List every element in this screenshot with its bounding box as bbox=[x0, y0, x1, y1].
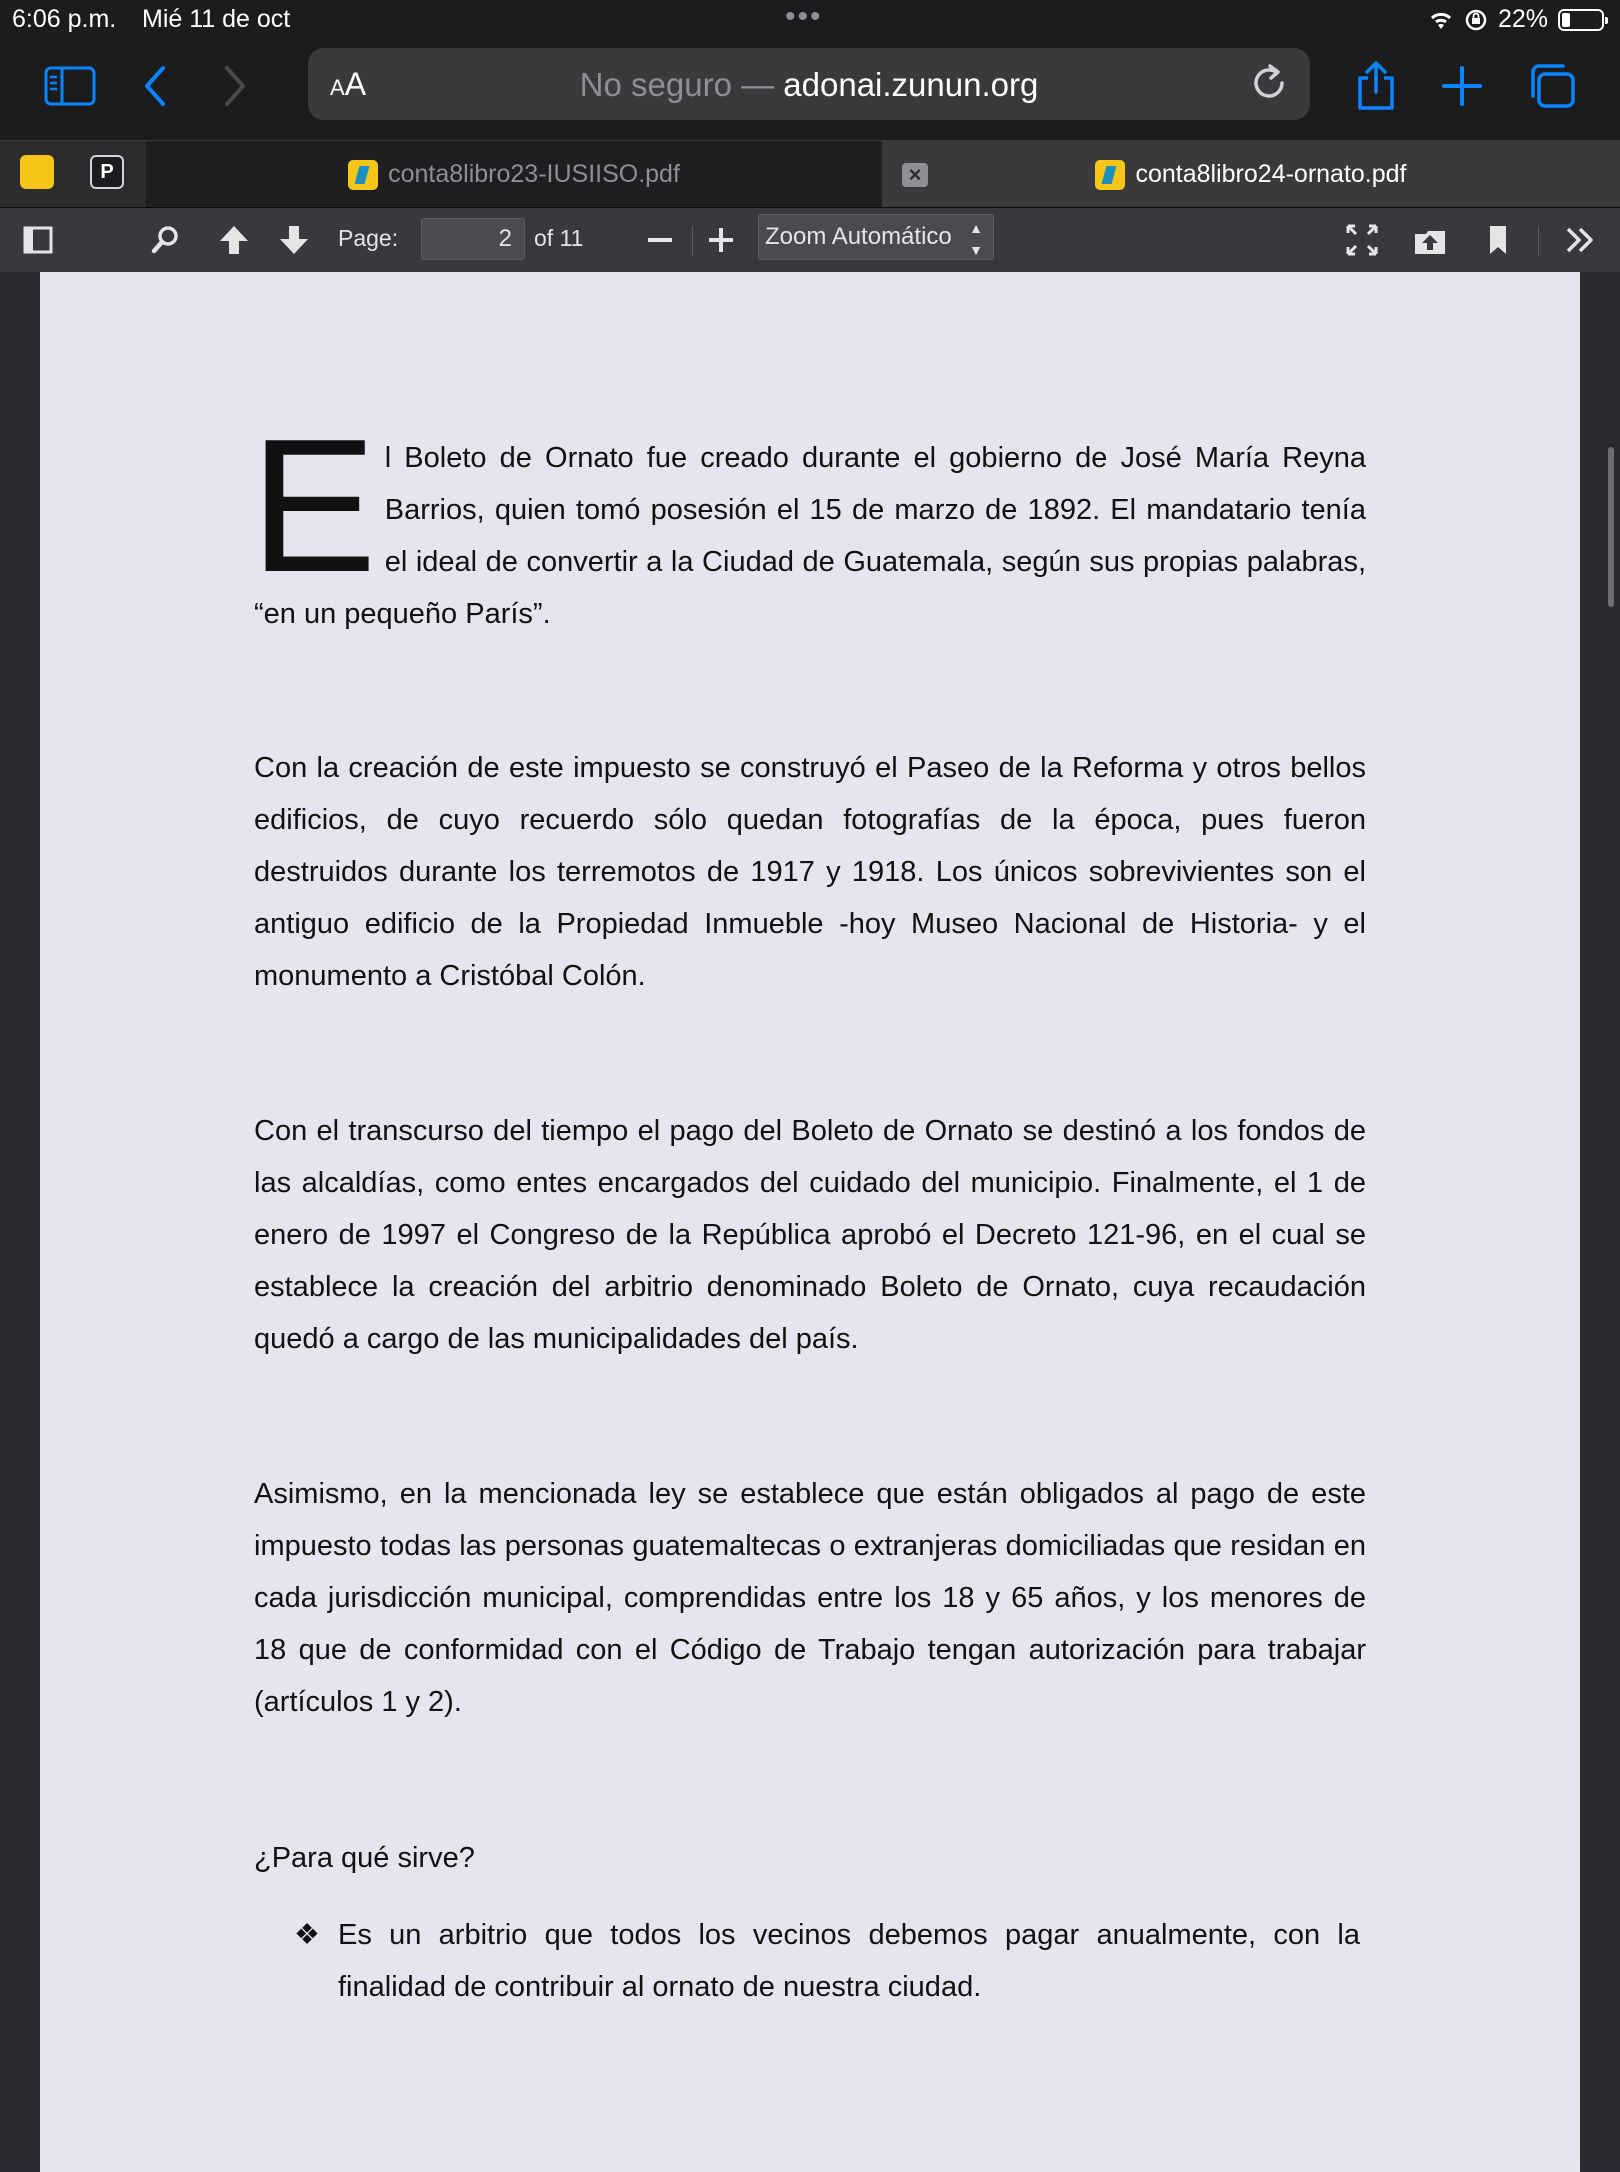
pinned-tab-favicon[interactable] bbox=[20, 155, 54, 189]
zoom-out-icon[interactable] bbox=[642, 222, 678, 258]
battery-icon bbox=[1558, 9, 1604, 31]
rotation-lock-icon bbox=[1464, 8, 1488, 32]
bookmark-icon[interactable] bbox=[1480, 222, 1516, 258]
status-date: Mié 11 de oct bbox=[142, 5, 291, 33]
pdf-page bbox=[40, 272, 1580, 2172]
reload-icon[interactable] bbox=[1246, 60, 1292, 106]
tab-conta8libro23[interactable] bbox=[146, 141, 882, 208]
status-time: 6:06 p.m. bbox=[12, 5, 117, 33]
search-icon[interactable] bbox=[148, 222, 184, 258]
back-icon[interactable] bbox=[128, 58, 184, 114]
open-file-icon[interactable] bbox=[1412, 222, 1448, 258]
paragraph-1-text: l Boleto de Ornato fue creado durante el gobierno de José María Reyna Barrios, quien tomó posesión el 15 de marzo de 1892. El mandatario tenía el ideal de convertir a la Ciudad de Guatemala, según sus propias palabras, “en un pequeño París”. bbox=[254, 442, 1366, 630]
sidebar-toggle-icon[interactable] bbox=[42, 58, 98, 114]
tools-menu-icon[interactable] bbox=[1562, 222, 1598, 258]
drop-cap: E bbox=[250, 400, 377, 612]
section-heading: ¿Para qué sirve? bbox=[254, 1842, 475, 1874]
url-host: adonai.zunun.org bbox=[783, 66, 1039, 103]
multitasking-dots-icon[interactable]: ••• bbox=[785, 0, 823, 33]
select-arrows-icon: ▲ ▼ bbox=[969, 220, 983, 258]
address-bar[interactable] bbox=[308, 48, 1310, 120]
scrollbar[interactable] bbox=[1608, 447, 1614, 607]
browser-toolbar bbox=[0, 40, 1620, 140]
forward-icon[interactable] bbox=[206, 58, 262, 114]
tab-title: conta8libro23-IUSIISO.pdf bbox=[388, 160, 680, 188]
pdf-toolbar bbox=[0, 207, 1620, 273]
sidebar-toggle-icon[interactable] bbox=[20, 222, 56, 258]
pinned-tab-p[interactable]: P bbox=[90, 155, 124, 189]
new-tab-icon[interactable] bbox=[1434, 58, 1490, 114]
paragraph-3: Con el transcurso del tiempo el pago del Boleto de Ornato se destinó a los fondos de las alcaldías, como entes encargados del cuidado del municipio. Finalmente, el 1 de enero de 1997 el Congreso de la República aprobó el Decreto 121-96, en el cual se establece la creación del arbitrio denominado Boleto de Ornato, cuya recaudación quedó a cargo de las municipalidades del país. bbox=[254, 1115, 1366, 1355]
toolbar-divider bbox=[1538, 226, 1539, 256]
next-page-icon[interactable] bbox=[276, 222, 312, 258]
status-bar bbox=[0, 0, 1620, 40]
aa-label: A bbox=[344, 66, 367, 102]
paragraph-2: Con la creación de este impuesto se construyó el Paseo de la Reforma y otros bellos edificios, de cuyo recuerdo sólo quedan fotografías de la época, pues fueron destruidos durante los terremotos de 1917 y 1918. Los únicos sobrevivientes son el antiguo edificio de la Propiedad Inmueble -hoy Museo Nacional de Historia- y el monumento a Cristóbal Colón. bbox=[254, 752, 1366, 992]
wifi-icon bbox=[1428, 9, 1454, 31]
zoom-value: Zoom Automático bbox=[765, 223, 952, 250]
close-tab-icon[interactable]: × bbox=[902, 163, 928, 187]
toolbar-divider bbox=[692, 226, 693, 256]
url-display[interactable] bbox=[308, 66, 1310, 104]
page-count: of 11 bbox=[534, 225, 584, 251]
insecure-label: No seguro — bbox=[579, 66, 775, 103]
share-icon[interactable] bbox=[1348, 58, 1404, 114]
pdf-viewer[interactable] bbox=[0, 272, 1620, 2160]
tab-conta8libro24[interactable] bbox=[882, 141, 1620, 208]
tabs-overview-icon[interactable] bbox=[1524, 58, 1580, 114]
pdf-favicon-icon bbox=[348, 160, 378, 190]
bullet-text: Es un arbitrio que todos los vecinos debemos pagar anualmente, con la finalidad de contribuir al ornato de nuestra ciudad. bbox=[338, 1919, 1360, 2003]
battery-percent: 22% bbox=[1497, 5, 1548, 33]
reader-options-button[interactable]: AA bbox=[330, 66, 367, 102]
tab-bar bbox=[0, 140, 1620, 208]
pdf-favicon-icon bbox=[1095, 160, 1125, 190]
previous-page-icon[interactable] bbox=[216, 222, 252, 258]
zoom-select[interactable] bbox=[758, 214, 994, 260]
paragraph-1 bbox=[250, 400, 1366, 640]
tab-title: conta8libro24-ornato.pdf bbox=[1135, 160, 1407, 188]
page-label: Page: bbox=[338, 225, 399, 251]
bullet-diamond-icon: ❖ bbox=[294, 1919, 320, 1951]
page-number-input[interactable]: 2 bbox=[421, 218, 525, 260]
zoom-in-icon[interactable] bbox=[703, 222, 739, 258]
status-indicators bbox=[1428, 5, 1604, 34]
paragraph-4: Asimismo, en la mencionada ley se establece que están obligados al pago de este impuesto todas las personas guatemaltecas o extranjeras domiciliadas que residan en cada jurisdicción municipal, comprendidas entre los 18 y 65 años, y los menores de 18 que de conformidad con el Código de Trabajo tengan autorización para trabajar (artículos 1 y 2). bbox=[254, 1478, 1366, 1718]
presentation-mode-icon[interactable] bbox=[1344, 222, 1380, 258]
